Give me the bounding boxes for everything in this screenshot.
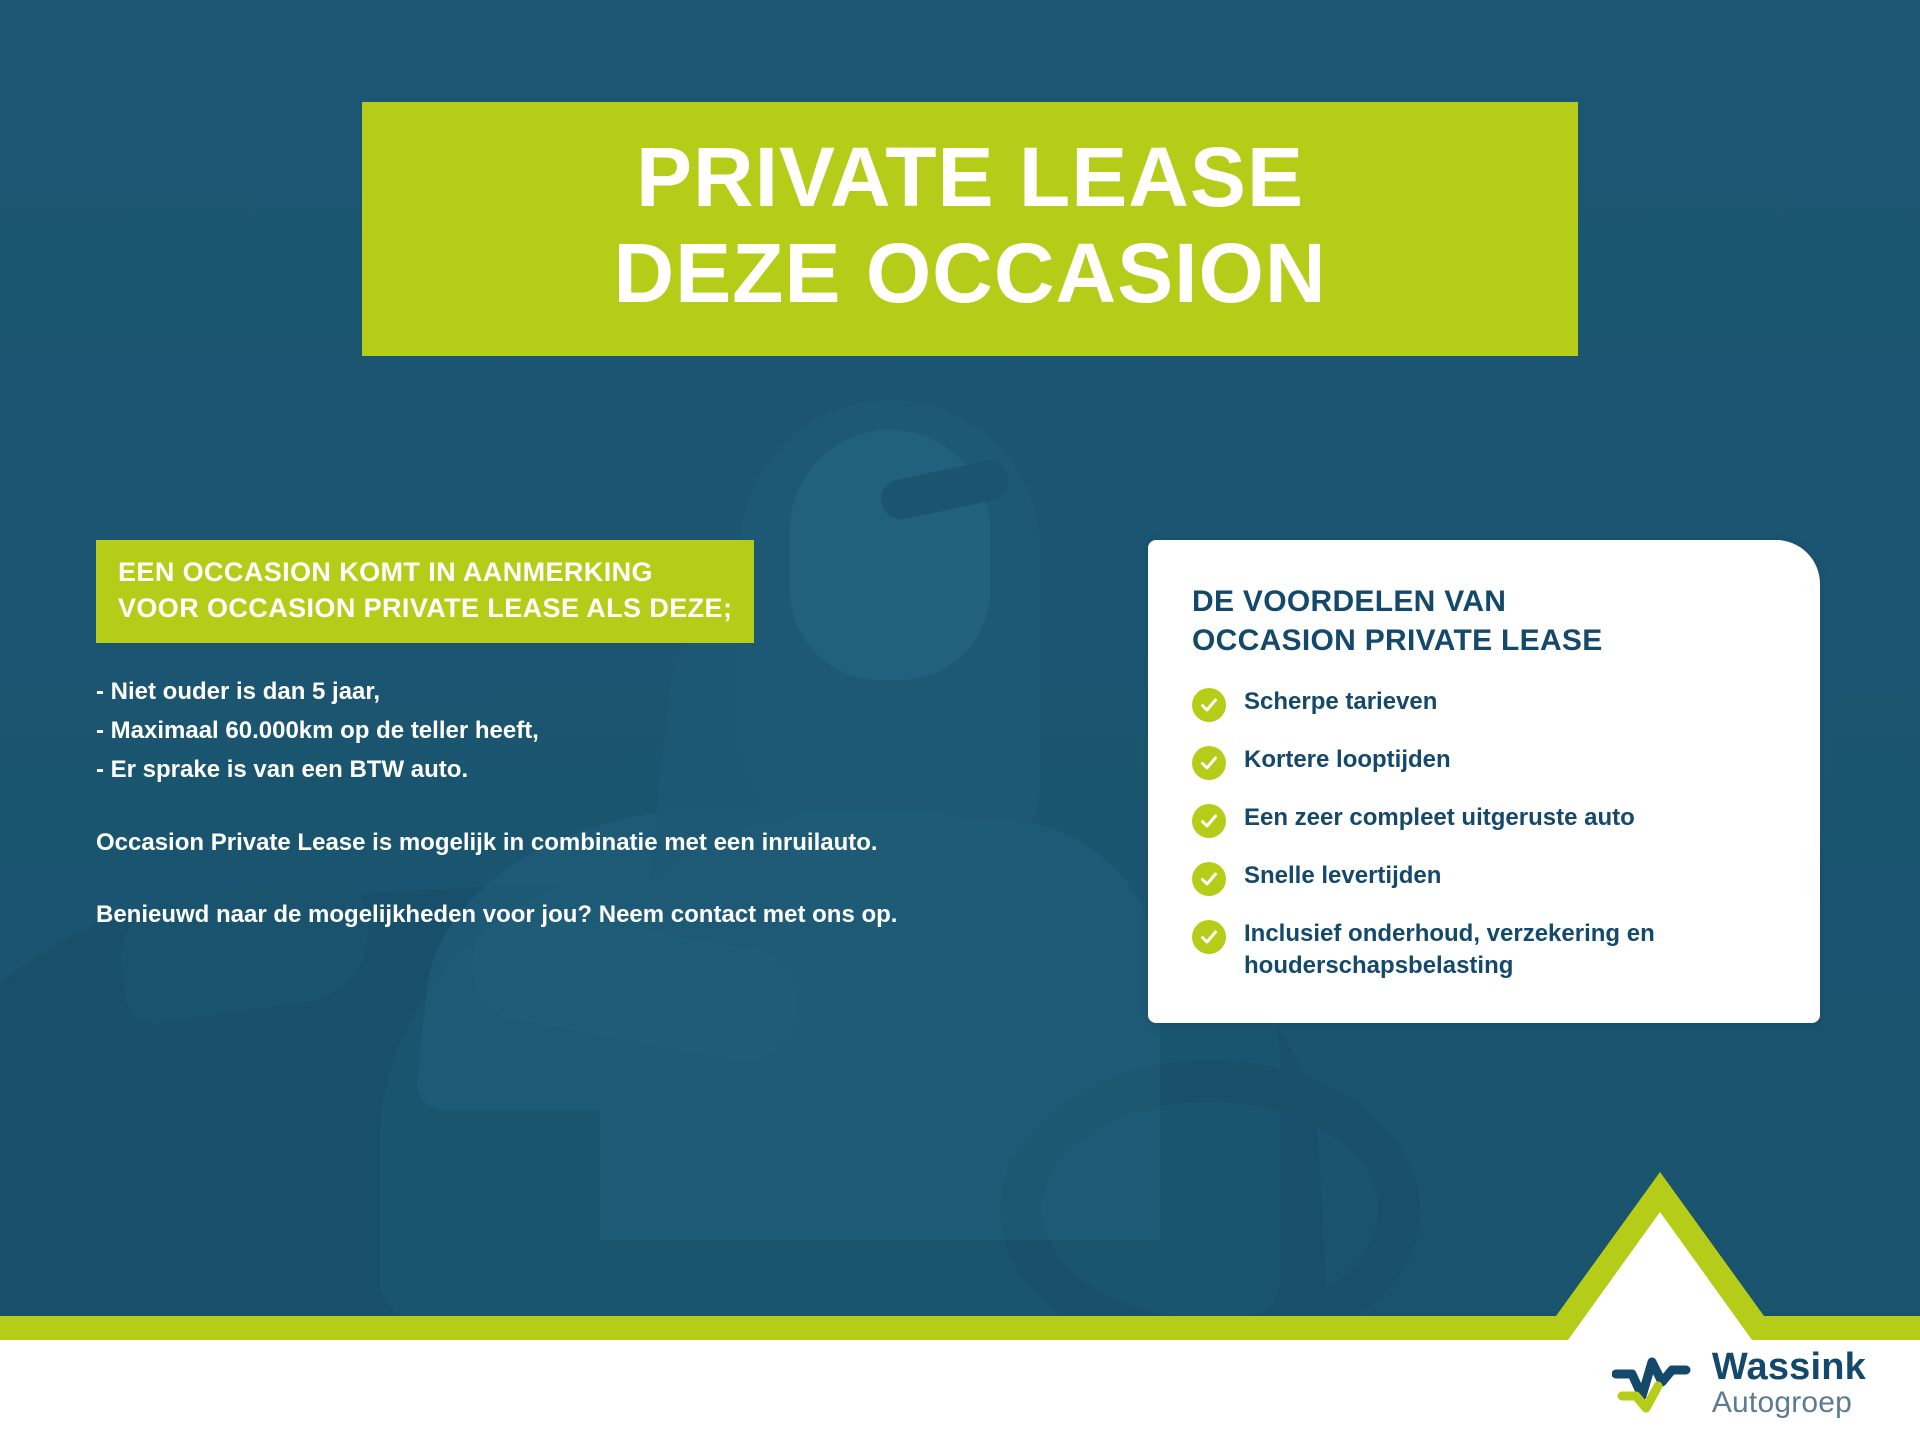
- wassink-wave-logo-icon: [1612, 1352, 1698, 1414]
- list-item: [1192, 744, 1776, 780]
- eligibility-heading-line-2: VOOR OCCASION PRIVATE LEASE ALS DEZE;: [118, 593, 733, 624]
- benefits-card: [1148, 540, 1820, 1023]
- logo-subtitle: Autogroep: [1711, 1386, 1853, 1419]
- contact-paragraph: Benieuwd naar de mogelijkheden voor jou? Neem contact met ons op.: [96, 901, 898, 929]
- benefit-label: Snelle levertijden: [1244, 862, 1442, 889]
- list-item: [1192, 918, 1776, 983]
- left-column: [96, 540, 1096, 935]
- title-line-1: PRIVATE LEASE: [636, 130, 1304, 224]
- check-icon: [1192, 688, 1226, 722]
- list-item: [1192, 802, 1776, 838]
- benefit-label: Inclusief onderhoud, verzekering en houderschapsbelasting: [1244, 920, 1655, 980]
- check-icon: [1192, 862, 1226, 896]
- list-item: [1192, 686, 1776, 722]
- benefits-title-line-2: OCCASION PRIVATE LEASE: [1192, 624, 1603, 657]
- check-icon: [1192, 920, 1226, 954]
- check-icon: [1192, 804, 1226, 838]
- list-item: - Maximaal 60.000km op de teller heeft,: [96, 716, 539, 744]
- logo-name: Wassink: [1711, 1346, 1866, 1388]
- poster-title: [362, 102, 1578, 356]
- benefit-label: Een zeer compleet uitgeruste auto: [1244, 804, 1635, 831]
- eligibility-heading: [96, 540, 754, 643]
- check-icon: [1192, 746, 1226, 780]
- logo-wordmark: [1712, 1348, 1866, 1418]
- eligibility-heading-line-1: EEN OCCASION KOMT IN AANMERKING: [118, 557, 653, 587]
- brand-logo: [1612, 1348, 1866, 1418]
- benefit-label: Kortere looptijden: [1244, 746, 1451, 773]
- title-line-2: DEZE OCCASION: [613, 225, 1327, 320]
- list-item: - Niet ouder is dan 5 jaar,: [96, 677, 381, 705]
- list-item: [1192, 860, 1776, 896]
- eligibility-bullet-list: [96, 673, 1096, 790]
- combination-paragraph: Occasion Private Lease is mogelijk in combinatie met een inruilauto.: [96, 828, 878, 856]
- eligibility-body: [96, 673, 1096, 935]
- benefits-card-title: [1192, 582, 1776, 660]
- list-item: - Er sprake is van een BTW auto.: [96, 755, 469, 783]
- benefit-label: Scherpe tarieven: [1244, 688, 1438, 715]
- benefits-title-line-1: DE VOORDELEN VAN: [1192, 585, 1507, 618]
